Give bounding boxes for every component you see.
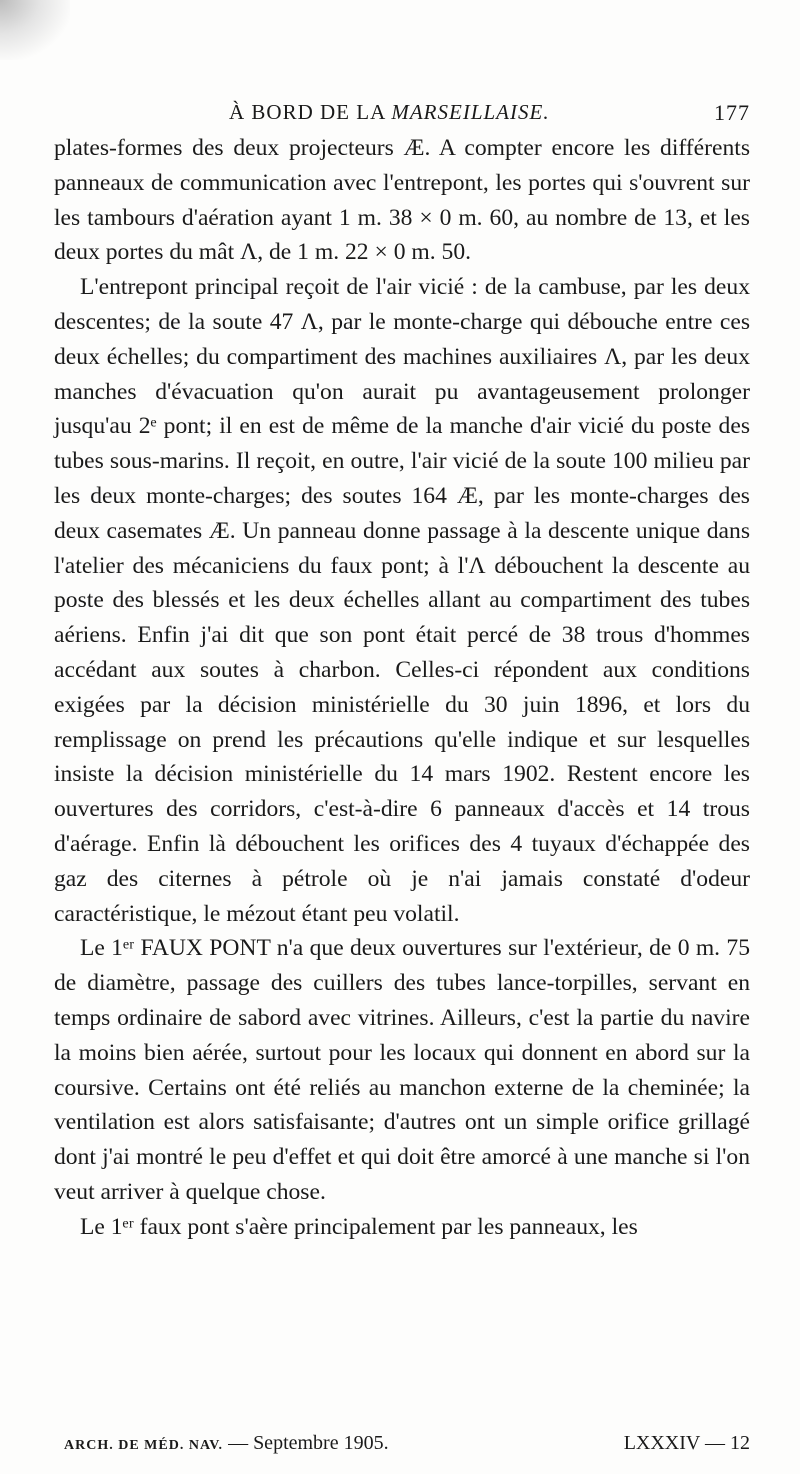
page-number: 177 xyxy=(714,100,750,125)
body-text xyxy=(54,131,750,1245)
running-head xyxy=(229,100,550,125)
issue-date: — Septembre 1905. xyxy=(223,1432,389,1454)
paragraph-continued: plates-formes des deux projecteurs Æ. A compter encore les différents panneaux de communication avec l'entrepont, les portes qui s'ouvrent sur les tambours d'aération ayant 1 m. 38 × 0 m. 60, au nombre de 13, et les deux portes du mât Ʌ, de 1 m. 22 × 0 m. 50. xyxy=(54,135,750,266)
journal-abbrev: ARCH. DE MÉD. NAV. xyxy=(64,1438,224,1453)
paragraph-aeration: Le 1ᵉʳ faux pont s'aère principalement par les panneaux, les xyxy=(79,1213,638,1240)
paragraph-faux-pont: Le 1ᵉʳ FAUX PONT n'a que deux ouvertures sur l'extérieur, de 0 m. 75 de diamètre, passage des cuillers des tubes lance-torpilles, servant en temps ordinaire de sabord avec vitrines. Ailleurs, c'est la partie du navire la moins bien aérée, surtout pour les locaux qui donnent en abord sur la coursive. Certains ont été reliés au manchon externe de la cheminée; la ventilation est alors satisfaisante; d'autres ont un simple orifice grillagé dont j'ai montré le peu d'effet et qui doit être amorcé à une manche si l'on veut arriver à quelque chose. xyxy=(54,935,750,1205)
running-head-ship: MARSEILLAISE. xyxy=(391,100,550,124)
scan-shadow xyxy=(0,0,70,60)
page-footer xyxy=(64,1432,750,1462)
paragraph-entrepont: L'entrepont principal reçoit de l'air vicié : de la cambuse, par les deux descentes; de la soute 47 Ʌ, par le monte-charge qui débouche entre ces deux échelles; du compartiment des machines auxiliaires Ʌ, par les deux manches d'évacuation qu'on aurait pu avantageusement prolonger jusqu'au 2ᵉ pont; il en est de même de la manche d'air vicié du poste des tubes sous-marins. Il reçoit, en outre, l'air vicié de la soute 100 milieu par les deux monte-charges; des soutes 164 Æ, par les monte-charges des deux casemates Æ. Un panneau donne passage à la descente unique dans l'atelier des mécaniciens du faux pont; à l'Ʌ débouchent la descente au poste des blessés et les deux échelles allant au compartiment des tubes aériens. Enfin j'ai dit que son pont était percé de 38 trous d'hommes accédant aux soutes à charbon. Celles-ci répondent aux conditions exigées par la décision ministérielle du 30 juin 1896, et lors du remplissage on prend les précautions qu'elle indique et sur lesquelles insiste la décision ministérielle du 14 mars 1902. Restent encore les ouvertures des corridors, c'est-à-dire 6 panneaux d'accès et 14 trous d'aérage. Enfin là débouchent les orifices des 4 tuyaux d'échappée des gaz des citernes à pétrole où je n'ai jamais constaté d'odeur caractéristique, le mézout étant peu volatil. xyxy=(54,274,750,927)
journal-citation xyxy=(64,1432,389,1455)
running-head-prefix: À BORD DE LA xyxy=(229,100,392,124)
volume-signature: LXXXIV — 12 xyxy=(623,1432,750,1454)
